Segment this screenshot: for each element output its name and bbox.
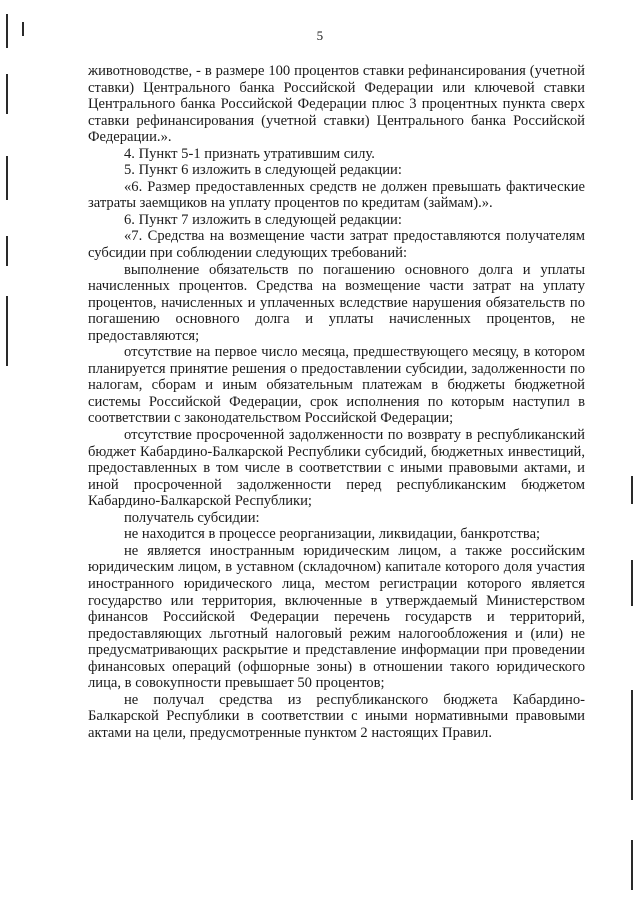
paragraph-9: отсутствие просроченной задолженности по возврату в республиканский бюджет Кабардино-Балкарской Республики субсидий, бюджетных инвестиций, предоставленных в том числе в соответствии с иными правовыми актами, и иной просроченной задолженности перед республиканским бюджетом Кабардино-Балкарской Республики; — [88, 427, 585, 510]
scan-mark-left-6 — [6, 296, 8, 366]
scan-mark-right-3 — [631, 690, 633, 800]
paragraph-11: не находится в процессе реорганизации, ликвидации, банкротства; — [124, 526, 541, 543]
paragraph-3: 5. Пункт 6 изложить в следующей редакции: — [124, 162, 402, 179]
scan-mark-right-1 — [631, 476, 633, 504]
paragraph-1: животноводстве, - в размере 100 процентов ставки рефинансирования (учетной ставки) Центрального банка Российской Федерации или ключевой ставки Центрального банка Российской Федерации плюс 3 процентных пункта сверх ставки рефинансирования (учетной ставки) Центрального банка Российской Федерации.». — [88, 63, 585, 146]
page-number: 5 — [316, 28, 324, 43]
paragraph-2: 4. Пункт 5-1 признать утратившим силу. — [124, 145, 375, 162]
paragraph-8: отсутствие на первое число месяца, предшествующего месяцу, в котором планируется принятие решения о предоставлении субсидии, задолженности по налогам, сборам и иным обязательным платежам в бюджеты бюджетной системы Российской Федерации, срок исполнения по которым наступил в соответствии с законодательством Российской Федерации; — [88, 344, 585, 427]
document-body — [88, 63, 585, 741]
paragraph-12: не является иностранным юридическим лицом, а также российским юридическим лицом, в уставном (складочном) капитале которого доля участия иностранного юридического лица, местом регистрации которого является государство или территория, включенные в утверждаемый Министерством финансов Российской Федерации перечень государств и территорий, предоставляющих льготный налоговый режим налогообложения и (или) не предусматривающих раскрытие и представление информации при проведении финансовых операций (офшорные зоны) в отношении такого юридического лица, в совокупности превышает 50 процентов; — [88, 542, 585, 692]
paragraph-4: «6. Размер предоставленных средств не должен превышать фактические затраты заемщиков на уплату процентов по кредитам (займам).». — [88, 178, 585, 212]
scan-mark-left-4 — [6, 156, 8, 200]
paragraph-6: «7. Средства на возмещение части затрат предоставляются получателям субсидии при соблюдении следующих требований: — [88, 228, 585, 262]
scan-mark-left-3 — [6, 74, 8, 114]
scan-mark-left-5 — [6, 236, 8, 266]
paragraph-5: 6. Пункт 7 изложить в следующей редакции: — [124, 211, 402, 228]
paragraph-7: выполнение обязательств по погашению основного долга и уплаты начисленных процентов. Средства на возмещение части затрат на уплату процентов, начисленных и уплаченных вследствие нарушения обязательств по погашению основного долга и уплаты начисленных процентов, не предоставляются; — [88, 261, 585, 344]
paragraph-10: получатель субсидии: — [124, 509, 260, 526]
scan-mark-right-2 — [631, 560, 633, 606]
paragraph-13: не получал средства из республиканского бюджета Кабардино-Балкарской Республики в соответствии с иными нормативными правовыми актами на цели, предусмотренные пунктом 2 настоящих Правил. — [88, 691, 585, 741]
scan-mark-right-4 — [631, 840, 633, 890]
